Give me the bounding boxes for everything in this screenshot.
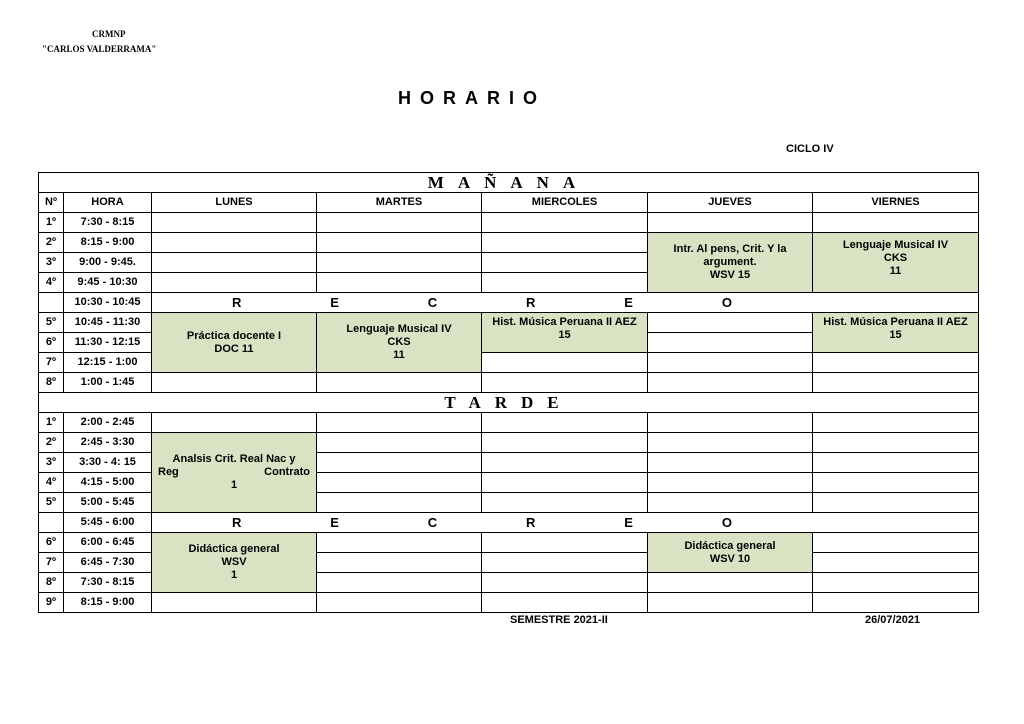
- course-teacher: CKS: [387, 336, 411, 348]
- row-num: 1º: [39, 213, 64, 233]
- row-hora: 2:00 - 2:45: [64, 413, 152, 433]
- course-contract: Contrato: [264, 466, 310, 478]
- empty-cell: [648, 213, 813, 233]
- empty-cell: [648, 593, 813, 613]
- course-viernes-lenguaje: [813, 233, 979, 293]
- page-title: HORARIO: [398, 88, 546, 108]
- recreo-letter: R: [232, 515, 242, 530]
- empty-cell: [813, 453, 979, 473]
- table-row: [39, 593, 979, 613]
- empty-cell: [317, 493, 482, 513]
- recreo-letter: R: [526, 295, 536, 310]
- course-miercoles-hist: [482, 313, 648, 353]
- empty-cell: [648, 573, 813, 593]
- row-hora: 7:30 - 8:15: [64, 573, 152, 593]
- course-name: Lenguaje Musical IV: [842, 239, 949, 251]
- row-num: 5º: [39, 493, 64, 513]
- course-name-part: Reg: [158, 466, 179, 478]
- table-row: [39, 433, 979, 453]
- row-hora: 12:15 - 1:00: [64, 353, 152, 373]
- empty-cell: [648, 473, 813, 493]
- schedule-table: [38, 172, 979, 613]
- table-row: [39, 533, 979, 553]
- empty-cell: [648, 453, 813, 473]
- course-teacher: DOC 11: [214, 342, 254, 355]
- section-title-morning: MAÑANA: [39, 173, 979, 193]
- col-header-martes: MARTES: [317, 193, 482, 213]
- empty-cell: [813, 553, 979, 573]
- course-lunes-didactica: [152, 533, 317, 593]
- empty-cell: [813, 593, 979, 613]
- empty-cell: [813, 573, 979, 593]
- recreo-letter: R: [232, 295, 242, 310]
- empty-cell: [152, 253, 317, 273]
- empty-cell: [482, 273, 648, 293]
- course-name: Lenguaje Musical IV: [346, 323, 452, 335]
- empty-cell: [648, 433, 813, 453]
- empty-cell: [482, 413, 648, 433]
- recreo-letter: O: [721, 515, 732, 530]
- course-room: 1: [230, 569, 238, 581]
- row-num: [39, 513, 64, 533]
- empty-cell: [152, 413, 317, 433]
- col-header-viernes: VIERNES: [813, 193, 979, 213]
- course-name: Didáctica general: [684, 539, 776, 552]
- empty-cell: [482, 493, 648, 513]
- row-num: 6º: [39, 533, 64, 553]
- course-room: 15: [889, 329, 902, 341]
- empty-cell: [317, 453, 482, 473]
- course-name: Didáctica general: [188, 543, 280, 555]
- empty-cell: [317, 413, 482, 433]
- break-row: [39, 513, 979, 533]
- row-num: 2º: [39, 433, 64, 453]
- row-num: 8º: [39, 373, 64, 393]
- row-hora: 9:45 - 10:30: [64, 273, 152, 293]
- course-room: 1: [230, 479, 238, 491]
- row-num: 3º: [39, 253, 64, 273]
- empty-cell: [482, 533, 648, 553]
- empty-cell: [813, 353, 979, 373]
- empty-cell: [317, 273, 482, 293]
- row-num: 5º: [39, 313, 64, 333]
- row-hora: 9:00 - 9:45.: [64, 253, 152, 273]
- recreo-letter: E: [330, 515, 339, 530]
- empty-cell: [317, 473, 482, 493]
- section-row-morning: [39, 173, 979, 193]
- course-teacher: WSV 10: [709, 552, 751, 565]
- row-hora: 11:30 - 12:15: [64, 333, 152, 353]
- empty-cell: [152, 593, 317, 613]
- row-num: 6º: [39, 333, 64, 353]
- row-hora: 1:00 - 1:45: [64, 373, 152, 393]
- row-num: 7º: [39, 353, 64, 373]
- row-num: 1º: [39, 413, 64, 433]
- empty-cell: [482, 373, 648, 393]
- recreo-letter: E: [624, 295, 633, 310]
- row-hora: 5:00 - 5:45: [64, 493, 152, 513]
- recreo-letter: E: [330, 295, 339, 310]
- course-room: 11: [393, 349, 405, 361]
- recreo-letter: C: [427, 515, 438, 530]
- empty-cell: [317, 573, 482, 593]
- empty-cell: [317, 233, 482, 253]
- empty-cell: [317, 213, 482, 233]
- empty-cell: [482, 433, 648, 453]
- empty-cell: [482, 213, 648, 233]
- row-hora: 6:45 - 7:30: [64, 553, 152, 573]
- row-hora: 7:30 - 8:15: [64, 213, 152, 233]
- section-row-afternoon: [39, 393, 979, 413]
- col-header-hora: HORA: [64, 193, 152, 213]
- col-header-jueves: JUEVES: [648, 193, 813, 213]
- course-room: 15: [558, 329, 571, 341]
- row-hora: 3:30 - 4: 15: [64, 453, 152, 473]
- course-lunes-analisis: [152, 433, 317, 513]
- empty-cell: [813, 413, 979, 433]
- recreo-cell: [152, 293, 979, 313]
- course-martes-lenguaje: [317, 313, 482, 373]
- header-row: [39, 193, 979, 213]
- row-num: 2º: [39, 233, 64, 253]
- recreo-letter: C: [427, 295, 438, 310]
- empty-cell: [317, 533, 482, 553]
- break-row: [39, 293, 979, 313]
- row-hora: 2:45 - 3:30: [64, 433, 152, 453]
- section-title-afternoon: TARDE: [39, 393, 979, 413]
- empty-cell: [482, 573, 648, 593]
- course-name-cont: [152, 466, 316, 479]
- ciclo-label: CICLO IV: [786, 143, 834, 155]
- course-jueves-didactica: [648, 533, 813, 573]
- recreo-letter: R: [526, 515, 536, 530]
- col-header-miercoles: MIERCOLES: [482, 193, 648, 213]
- row-num: 4º: [39, 473, 64, 493]
- empty-cell: [813, 213, 979, 233]
- course-name: Hist. Música Peruana II AEZ: [492, 316, 637, 328]
- course-room: 11: [889, 265, 902, 277]
- row-hora: 8:15 - 9:00: [64, 233, 152, 253]
- empty-cell: [317, 593, 482, 613]
- table-row: [39, 413, 979, 433]
- row-hora: 6:00 - 6:45: [64, 533, 152, 553]
- empty-cell: [482, 353, 648, 373]
- empty-cell: [648, 353, 813, 373]
- institution-line-2: "CARLOS VALDERRAMA": [42, 44, 157, 54]
- row-num: 7º: [39, 553, 64, 573]
- course-name: Práctica docente I: [186, 329, 282, 342]
- empty-cell: [482, 233, 648, 253]
- course-lunes-practica: [152, 313, 317, 373]
- course-viernes-hist: [813, 313, 979, 353]
- course-name: Analsis Crit. Real Nac y: [172, 453, 296, 465]
- row-hora: 4:15 - 5:00: [64, 473, 152, 493]
- recreo-letter: E: [624, 515, 633, 530]
- table-row: [39, 313, 979, 333]
- empty-cell: [152, 233, 317, 253]
- table-row: [39, 373, 979, 393]
- table-row: [39, 233, 979, 253]
- empty-cell: [152, 213, 317, 233]
- empty-cell: [813, 373, 979, 393]
- course-name: Hist. Música Peruana II AEZ: [823, 316, 968, 328]
- empty-cell: [648, 333, 813, 353]
- semester-label: SEMESTRE 2021-II: [510, 614, 608, 626]
- table-row: [39, 213, 979, 233]
- row-num: 3º: [39, 453, 64, 473]
- course-name-cont: argument.: [703, 256, 757, 268]
- row-num: 4º: [39, 273, 64, 293]
- empty-cell: [648, 413, 813, 433]
- recreo-letter: O: [721, 295, 732, 310]
- empty-cell: [317, 253, 482, 273]
- empty-cell: [482, 593, 648, 613]
- empty-cell: [152, 273, 317, 293]
- date-label: 26/07/2021: [865, 614, 921, 626]
- row-hora: 8:15 - 9:00: [64, 593, 152, 613]
- empty-cell: [813, 533, 979, 553]
- empty-cell: [648, 313, 813, 333]
- empty-cell: [482, 553, 648, 573]
- row-hora: 10:45 - 11:30: [64, 313, 152, 333]
- empty-cell: [317, 433, 482, 453]
- course-teacher: WSV 15: [709, 269, 751, 281]
- empty-cell: [813, 473, 979, 493]
- course-jueves-intr: [648, 233, 813, 293]
- recreo-cell: [152, 513, 979, 533]
- course-name: Intr. Al pens, Crit. Y la: [673, 243, 787, 255]
- empty-cell: [482, 453, 648, 473]
- row-num: [39, 293, 64, 313]
- row-num: 8º: [39, 573, 64, 593]
- col-header-num: Nº: [39, 193, 64, 213]
- row-hora: 10:30 - 10:45: [64, 293, 152, 313]
- row-num: 9º: [39, 593, 64, 613]
- empty-cell: [648, 373, 813, 393]
- institution-line-1: CRMNP: [92, 29, 126, 39]
- empty-cell: [648, 493, 813, 513]
- empty-cell: [482, 473, 648, 493]
- col-header-lunes: LUNES: [152, 193, 317, 213]
- empty-cell: [813, 493, 979, 513]
- empty-cell: [317, 373, 482, 393]
- empty-cell: [317, 553, 482, 573]
- empty-cell: [152, 373, 317, 393]
- row-hora: 5:45 - 6:00: [64, 513, 152, 533]
- empty-cell: [482, 253, 648, 273]
- course-teacher: CKS: [883, 252, 908, 264]
- empty-cell: [813, 433, 979, 453]
- course-teacher: WSV: [221, 556, 247, 568]
